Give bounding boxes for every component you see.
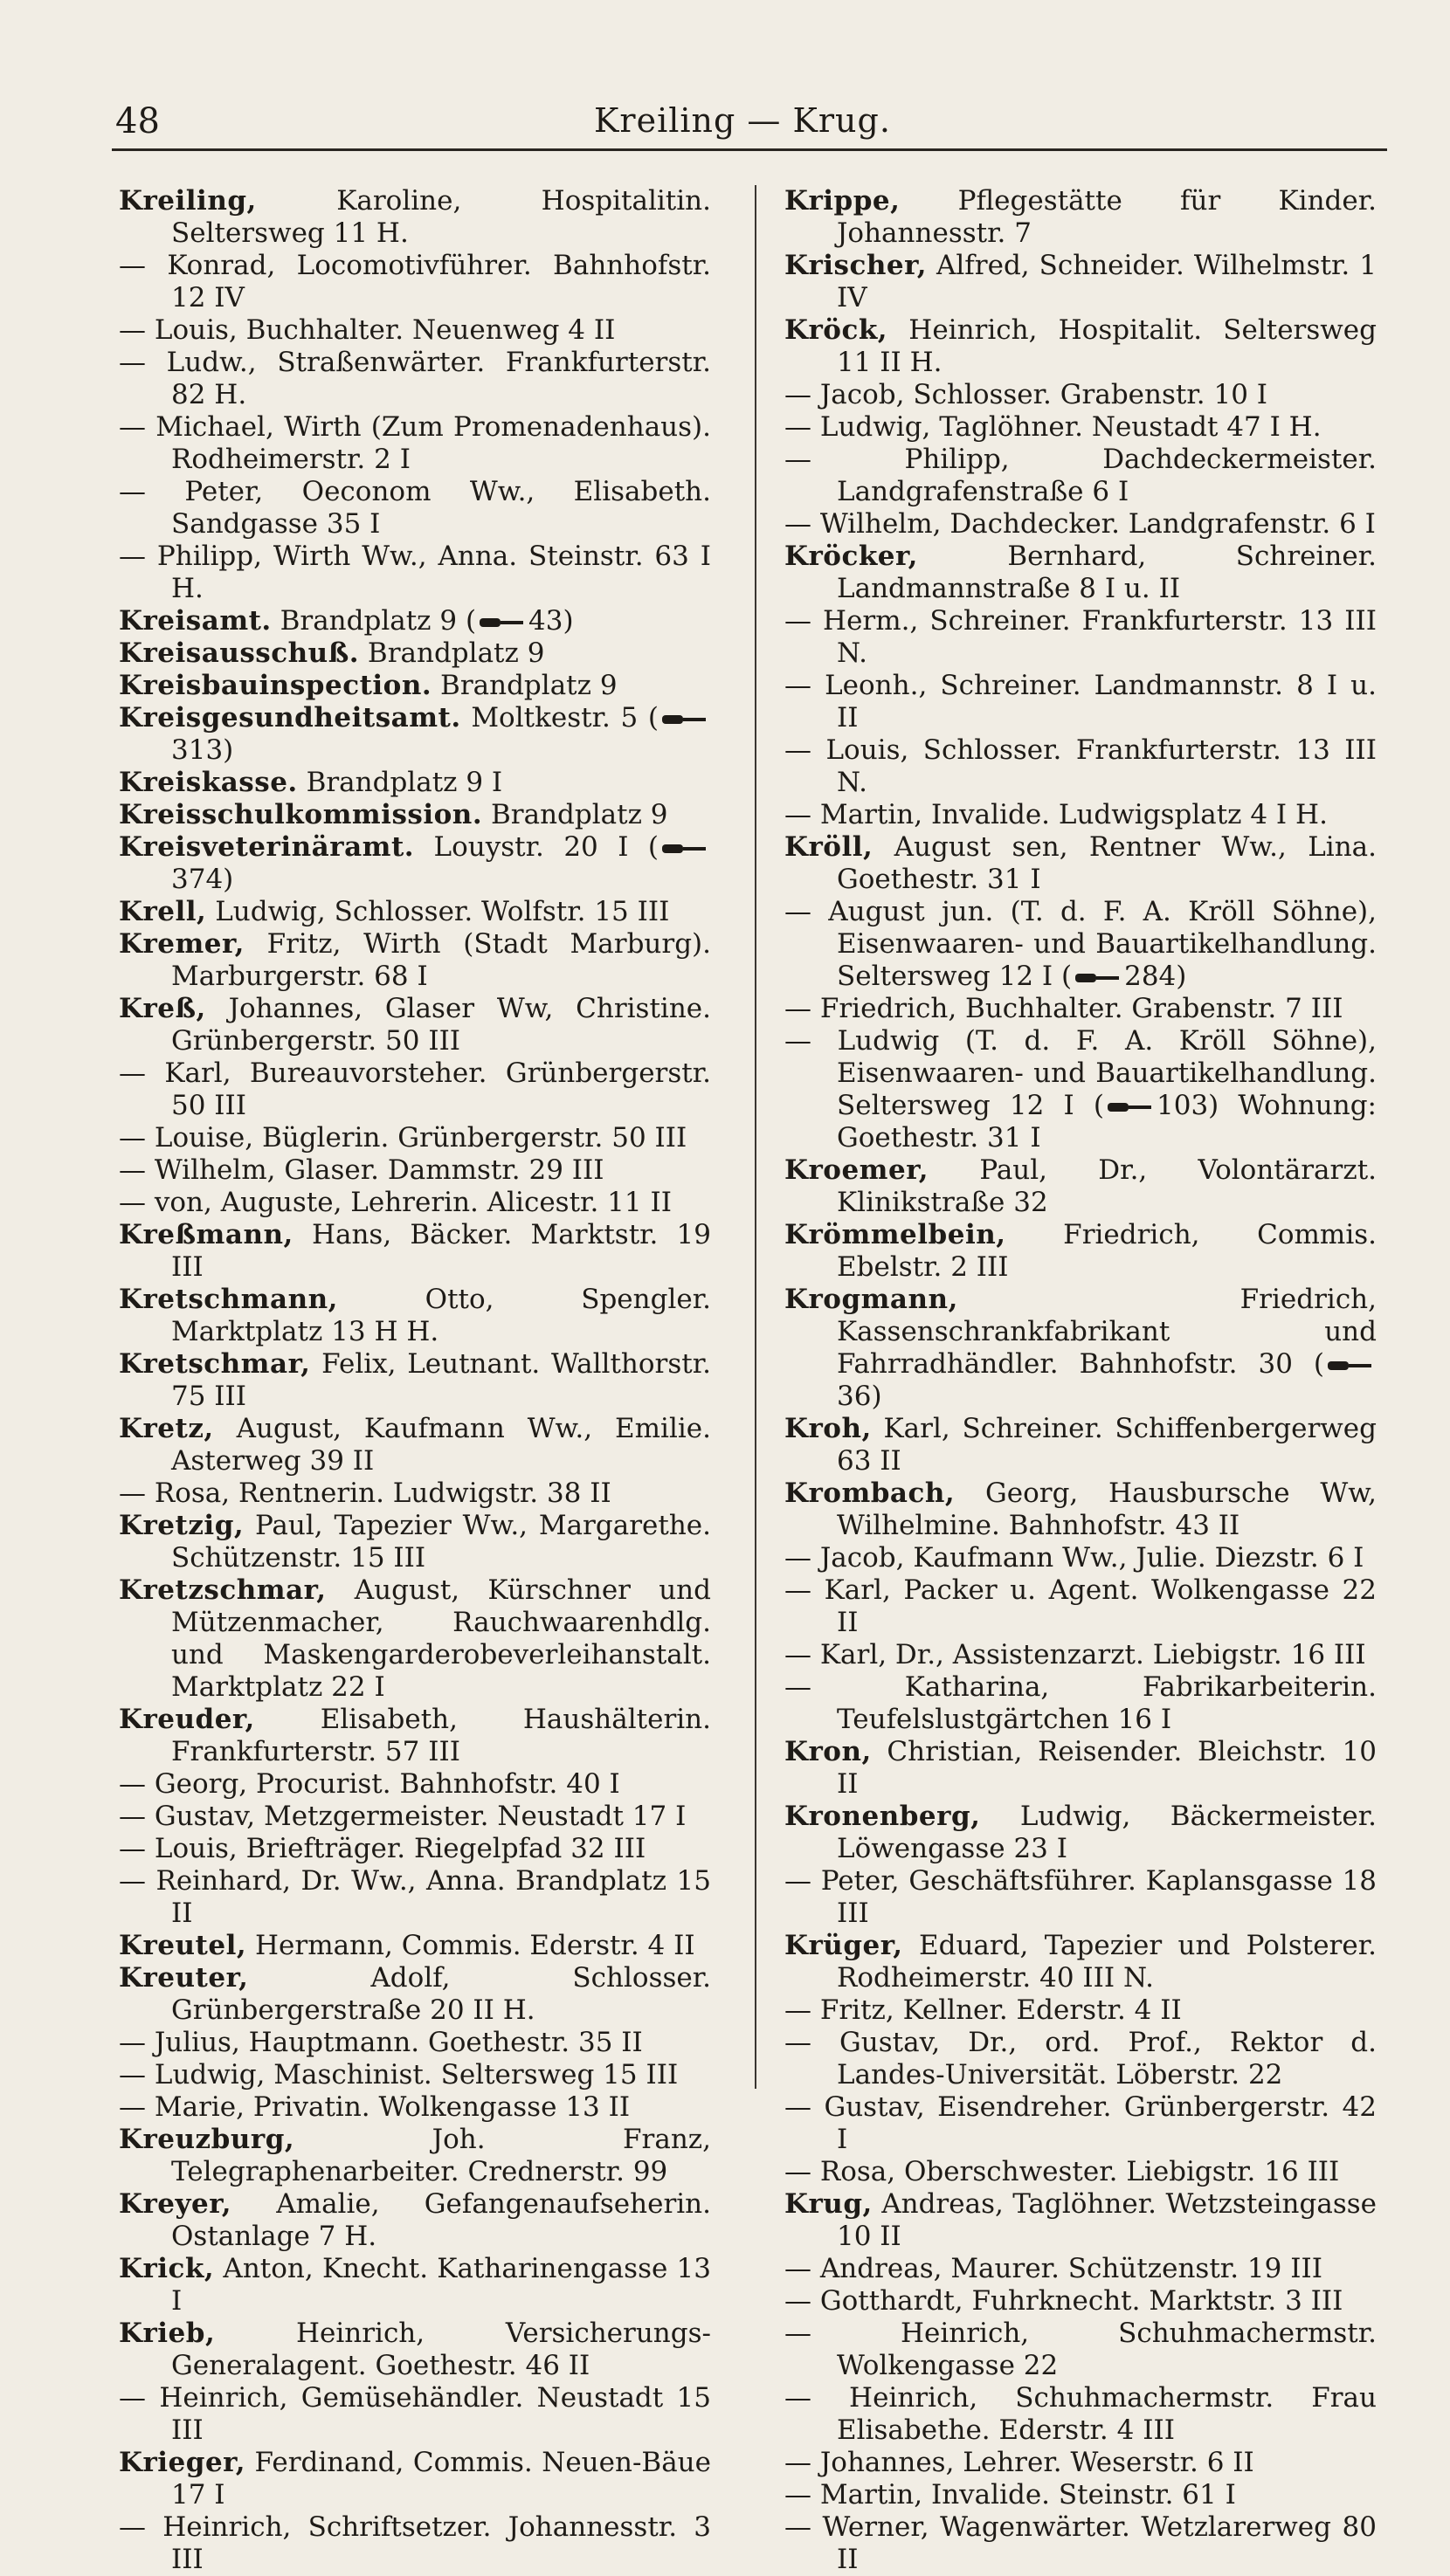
directory-entry <box>784 2188 1377 2253</box>
entry-details: — Ludwig (T. d. F. A. Kröll Söhne), Eisenwaaren- und Bauartikelhandlung. Seltersweg 12 I ( <box>784 1025 1377 1121</box>
entry-details: Elisabeth, Haushälterin. Frankfurterstr. 57 III <box>171 1704 711 1767</box>
entry-details: — Philipp, Wirth Ww., Anna. Steinstr. 63 I H. <box>119 541 711 604</box>
entry-surname: Kreutel, <box>119 1930 247 1961</box>
column-divider <box>755 185 756 2089</box>
entry-details: — Rosa, Rentnerin. Ludwigstr. 38 II <box>119 1477 611 1509</box>
telephone-number: 36) <box>837 1381 882 1412</box>
entry-details: — Louise, Büglerin. Grünbergerstr. 50 III <box>119 1122 687 1154</box>
directory-entry <box>119 347 711 411</box>
entry-details: Hermann, Commis. Ederstr. 4 II <box>246 1930 695 1961</box>
telephone-icon <box>660 842 709 856</box>
entry-details: Felix, Leutnant. Wallthorstr. 75 III <box>171 1348 711 1412</box>
directory-entry <box>119 1284 711 1348</box>
directory-entry <box>119 185 711 250</box>
entry-details: Brandplatz 9 <box>359 637 545 669</box>
entry-surname: Krieb, <box>119 2318 216 2349</box>
entry-details: Joh. Franz, Telegraphenarbeiter. Crednerstr. 99 <box>171 2124 711 2187</box>
entry-details: Ludwig, Bäckermeister. Löwengasse 23 I <box>837 1801 1377 1864</box>
directory-entry <box>784 1219 1377 1284</box>
entry-details: — Konrad, Locomotivführer. Bahnhofstr. 12 IV <box>119 250 711 313</box>
directory-entry <box>784 1542 1377 1574</box>
entry-surname: Kröck, <box>784 314 888 346</box>
entry-surname: Kreisschulkommission. <box>119 799 483 830</box>
header-rule <box>112 148 1387 151</box>
entry-details: — Heinrich, Gemüsehändler. Neustadt 15 III <box>119 2382 711 2446</box>
entry-details: — Friedrich, Buchhalter. Grabenstr. 7 III <box>784 993 1343 1024</box>
directory-entry <box>784 1671 1377 1736</box>
telephone-number: 103) Wohnung: Goethestr. 31 I <box>837 1090 1377 1154</box>
entry-details: — Michael, Wirth (Zum Promenadenhaus). Rodheimerstr. 2 I <box>119 411 711 475</box>
directory-entry <box>784 993 1377 1025</box>
directory-entry <box>784 2382 1377 2447</box>
entry-surname: Kreisgesundheitsamt. <box>119 702 461 734</box>
entry-details: Anton, Knecht. Katharinengasse 13 I <box>171 2253 711 2317</box>
telephone-number: 313) <box>171 734 234 766</box>
entry-details: Eduard, Tapezier und Polsterer. Rodheimerstr. 40 III N. <box>837 1930 1377 1994</box>
entry-details: — August jun. (T. d. F. A. Kröll Söhne), Eisenwaaren- und Bauartikelhandlung. Seltersweg 12 I ( <box>784 896 1377 992</box>
running-header: Kreiling — Krug. <box>594 101 891 140</box>
entry-surname: Krömmelbein, <box>784 1219 1006 1250</box>
directory-entry <box>119 1348 711 1413</box>
entry-surname: Kreuzburg, <box>119 2124 295 2155</box>
entry-surname: Krell, <box>119 896 207 927</box>
directory-entry <box>784 1930 1377 1994</box>
entry-surname: Kretzschmar, <box>119 1574 327 1606</box>
entry-details: — Heinrich, Schuhmachermstr. Wolkengasse 22 <box>784 2318 1377 2381</box>
entry-surname: Kroh, <box>784 1413 872 1444</box>
entry-details: — Gustav, Eisendreher. Grünbergerstr. 42 I <box>784 2091 1377 2155</box>
directory-entry <box>119 702 711 767</box>
entry-surname: Kreiling, <box>119 185 257 217</box>
directory-entry <box>119 1413 711 1477</box>
telephone-number: 43) <box>528 605 574 637</box>
directory-entry <box>119 2027 711 2059</box>
entry-details: — Martin, Invalide. Ludwigsplatz 4 I H. <box>784 799 1328 830</box>
directory-entry <box>784 2447 1377 2479</box>
directory-entry <box>119 2447 711 2511</box>
entry-details: — Jacob, Kaufmann Ww., Julie. Diezstr. 6 I <box>784 1542 1364 1574</box>
entry-details: Brandplatz 9 I <box>297 767 503 798</box>
directory-entry <box>119 411 711 476</box>
entry-surname: Krischer, <box>784 250 928 281</box>
directory-entry <box>784 734 1377 799</box>
entry-details: Moltkestr. 5 ( <box>460 702 659 734</box>
entry-details: Otto, Spengler. Marktplatz 13 H H. <box>171 1284 711 1347</box>
entry-details: — Ludwig, Taglöhner. Neustadt 47 I H. <box>784 411 1322 443</box>
entry-surname: Krogmann, <box>784 1284 958 1315</box>
directory-entry <box>119 605 711 637</box>
directory-entry <box>784 314 1377 379</box>
entry-details: — Louis, Schlosser. Frankfurterstr. 13 III N. <box>784 734 1377 798</box>
directory-entry <box>119 1704 711 1768</box>
telephone-icon <box>478 616 527 630</box>
directory-entry <box>784 1154 1377 1219</box>
directory-entry <box>119 1219 711 1284</box>
telephone-number: 374) <box>171 864 234 895</box>
directory-entry <box>784 1736 1377 1801</box>
directory-entry <box>784 896 1377 993</box>
entry-details: — Karl, Bureauvorsteher. Grünbergerstr. 50 III <box>119 1057 711 1121</box>
directory-entry <box>119 670 711 702</box>
directory-entry <box>784 185 1377 250</box>
directory-entry <box>119 928 711 993</box>
directory-entry <box>119 2091 711 2124</box>
entry-surname: Krug, <box>784 2188 873 2220</box>
entry-surname: Kreyer, <box>119 2188 232 2220</box>
directory-entry <box>119 1574 711 1704</box>
entry-surname: Krippe, <box>784 185 901 217</box>
directory-entry <box>784 1477 1377 1542</box>
entry-details: — Wilhelm, Glaser. Dammstr. 29 III <box>119 1154 604 1186</box>
directory-entry <box>784 1413 1377 1477</box>
directory-entry <box>784 508 1377 541</box>
directory-entry <box>119 637 711 670</box>
directory-entry <box>784 2156 1377 2188</box>
directory-entry <box>119 2511 711 2576</box>
directory-entry <box>784 444 1377 508</box>
entry-details: Andreas, Taglöhner. Wetzsteingasse 10 II <box>837 2188 1377 2252</box>
entry-surname: Kreuder, <box>119 1704 255 1735</box>
directory-entry <box>784 1284 1377 1413</box>
entry-details: — Georg, Procurist. Bahnhofstr. 40 I <box>119 1768 620 1800</box>
directory-entry <box>784 1025 1377 1154</box>
entry-surname: Kreuter, <box>119 1962 249 1994</box>
entry-details: Karl, Schreiner. Schiffenbergerweg 63 II <box>837 1413 1377 1477</box>
entry-surname: Kron, <box>784 1736 872 1767</box>
entry-details: — Julius, Hauptmann. Goethestr. 35 II <box>119 2027 643 2058</box>
entry-surname: Kremer, <box>119 928 245 960</box>
entry-details: — Marie, Privatin. Wolkengasse 13 II <box>119 2091 631 2123</box>
entry-details: — Peter, Geschäftsführer. Kaplansgasse 18 III <box>784 1865 1377 1929</box>
entry-details: — Werner, Wagenwärter. Wetzlarerweg 80 II <box>784 2511 1377 2575</box>
entry-details: Brandplatz 9 ( <box>271 605 477 637</box>
telephone-icon <box>1106 1100 1155 1114</box>
directory-entry <box>119 896 711 928</box>
directory-entry <box>119 2318 711 2382</box>
directory-entry <box>119 541 711 605</box>
entry-details: Friedrich, Commis. Ebelstr. 2 III <box>837 1219 1377 1283</box>
entry-surname: Kreisausschuß. <box>119 637 360 669</box>
entry-surname: Kreisveterinäramt. <box>119 831 415 863</box>
entry-details: — Louis, Briefträger. Riegelpfad 32 III <box>119 1833 646 1864</box>
directory-entry <box>119 831 711 896</box>
entry-details: Louystr. 20 I ( <box>414 831 659 863</box>
entry-surname: Kroemer, <box>784 1154 929 1186</box>
directory-entry <box>119 1768 711 1801</box>
page-number: 48 <box>115 101 160 141</box>
telephone-icon <box>1326 1359 1375 1373</box>
left-column <box>119 185 711 2575</box>
directory-entry <box>119 767 711 799</box>
directory-entry <box>119 1510 711 1574</box>
directory-entry <box>119 2382 711 2447</box>
entry-details: — Ludw., Straßenwärter. Frankfurterstr. 82 H. <box>119 347 711 410</box>
entry-surname: Krombach, <box>784 1477 956 1509</box>
directory-entry <box>784 1574 1377 1639</box>
entry-details: Christian, Reisender. Bleichstr. 10 II <box>837 1736 1377 1800</box>
entry-details: — von, Auguste, Lehrerin. Alicestr. 11 II <box>119 1187 672 1218</box>
directory-entry <box>119 250 711 314</box>
telephone-number: 284) <box>1124 961 1187 992</box>
entry-surname: Kreß, <box>119 993 206 1024</box>
directory-entry <box>119 2124 711 2188</box>
entry-details: Bernhard, Schreiner. Landmannstraße 8 I u. II <box>837 541 1377 604</box>
directory-entry <box>784 831 1377 896</box>
entry-details: — Heinrich, Schriftsetzer. Johannesstr. 3 III <box>119 2511 711 2575</box>
entry-details: — Wilhelm, Dachdecker. Landgrafenstr. 6 I <box>784 508 1376 540</box>
entry-details: Paul, Dr., Volontärarzt. Klinikstraße 32 <box>837 1154 1377 1218</box>
entry-details: — Philipp, Dachdeckermeister. Landgrafenstraße 6 I <box>784 444 1377 507</box>
directory-entry <box>784 605 1377 670</box>
entry-details: Heinrich, Versicherungs-Generalagent. Goethestr. 46 II <box>171 2318 711 2381</box>
directory-entry <box>784 379 1377 411</box>
entry-surname: Kronenberg, <box>784 1801 981 1832</box>
entry-details: Karoline, Hospitalitin. Seltersweg 11 H. <box>171 185 711 249</box>
directory-entry <box>119 1833 711 1865</box>
directory-entry <box>784 2253 1377 2285</box>
directory-entry <box>119 799 711 831</box>
directory-entry <box>119 1962 711 2027</box>
entry-details: — Katharina, Fabrikarbeiterin. Teufelslustgärtchen 16 I <box>784 1671 1377 1735</box>
entry-details: — Gotthardt, Fuhrknecht. Marktstr. 3 III <box>784 2285 1343 2317</box>
entry-surname: Krick, <box>119 2253 215 2284</box>
directory-entry <box>119 1865 711 1930</box>
entry-details: August, Kürschner und Mützenmacher, Rauchwaarenhdlg. und Maskengarderobeverleihanstalt. Marktplatz 22 I <box>171 1574 711 1703</box>
directory-entry <box>784 2027 1377 2091</box>
entry-details: Brandplatz 9 <box>432 670 618 701</box>
directory-entry <box>119 1801 711 1833</box>
entry-surname: Kreßmann, <box>119 1219 293 1250</box>
directory-entry <box>119 476 711 541</box>
directory-entry <box>784 2511 1377 2576</box>
entry-surname: Kröll, <box>784 831 873 863</box>
directory-entry <box>119 2253 711 2318</box>
entry-details: — Andreas, Maurer. Schützenstr. 19 III <box>784 2253 1322 2284</box>
entry-details: August, Kaufmann Ww., Emilie. Asterweg 39 II <box>171 1413 711 1477</box>
entry-surname: Kreisamt. <box>119 605 272 637</box>
entry-details: Fritz, Wirth (Stadt Marburg). Marburgerstr. 68 I <box>171 928 711 992</box>
directory-entry <box>119 1930 711 1962</box>
directory-entry <box>119 2188 711 2253</box>
directory-entry <box>119 1477 711 1510</box>
directory-entry <box>784 799 1377 831</box>
right-column <box>784 185 1377 2575</box>
directory-entry <box>784 541 1377 605</box>
directory-entry <box>784 411 1377 444</box>
entry-details: Ludwig, Schlosser. Wolfstr. 15 III <box>206 896 670 927</box>
directory-entry <box>119 314 711 347</box>
entry-surname: Krieger, <box>119 2447 246 2478</box>
entry-details: Ferdinand, Commis. Neuen-Bäue 17 I <box>171 2447 711 2511</box>
entry-details: — Johannes, Lehrer. Weserstr. 6 II <box>784 2447 1254 2478</box>
entry-details: — Rosa, Oberschwester. Liebigstr. 16 III <box>784 2156 1340 2187</box>
entry-details: — Leonh., Schreiner. Landmannstr. 8 I u. II <box>784 670 1377 734</box>
entry-details: Johannes, Glaser Ww, Christine. Grünbergerstr. 50 III <box>171 993 711 1057</box>
directory-entry <box>119 993 711 1057</box>
directory-entry <box>119 1154 711 1187</box>
entry-surname: Kretzig, <box>119 1510 245 1541</box>
directory-entry <box>119 2059 711 2091</box>
directory-entry <box>784 1994 1377 2027</box>
directory-entry <box>784 1639 1377 1671</box>
entry-details: — Gustav, Dr., ord. Prof., Rektor d. Landes-Universität. Löberstr. 22 <box>784 2027 1377 2090</box>
entry-details: — Jacob, Schlosser. Grabenstr. 10 I <box>784 379 1268 410</box>
directory-entry <box>784 2091 1377 2156</box>
entry-surname: Kreiskasse. <box>119 767 298 798</box>
entry-details: — Louis, Buchhalter. Neuenweg 4 II <box>119 314 616 346</box>
entry-surname: Krüger, <box>784 1930 903 1961</box>
entry-details: — Karl, Packer u. Agent. Wolkengasse 22 II <box>784 1574 1377 1638</box>
directory-entry <box>784 2285 1377 2318</box>
telephone-icon <box>660 713 709 727</box>
entry-details: Pflegestätte für Kinder. Johannesstr. 7 <box>837 185 1377 249</box>
entry-surname: Kretschmann, <box>119 1284 338 1315</box>
entry-details: — Ludwig, Maschinist. Seltersweg 15 III <box>119 2059 679 2090</box>
entry-details: Alfred, Schneider. Wilhelmstr. 1 IV <box>837 250 1377 313</box>
directory-entry <box>784 2479 1377 2511</box>
entry-details: Georg, Hausbursche Ww, Wilhelmine. Bahnhofstr. 43 II <box>837 1477 1377 1541</box>
entry-details: Amalie, Gefangenaufseherin. Ostanlage 7 H. <box>171 2188 711 2252</box>
entry-details: Heinrich, Hospitalit. Seltersweg 11 II H. <box>837 314 1377 378</box>
directory-entry <box>784 250 1377 314</box>
entry-details: Adolf, Schlosser. Grünbergerstraße 20 II H. <box>171 1962 711 2026</box>
entry-details: — Herm., Schreiner. Frankfurterstr. 13 III N. <box>784 605 1377 669</box>
entry-details: August sen, Rentner Ww., Lina. Goethestr. 31 I <box>837 831 1377 895</box>
entry-details: — Peter, Oeconom Ww., Elisabeth. Sandgasse 35 I <box>119 476 711 540</box>
entry-details: Brandplatz 9 <box>482 799 668 830</box>
entry-details: Hans, Bäcker. Marktstr. 19 III <box>171 1219 711 1283</box>
entry-details: — Heinrich, Schuhmachermstr. Frau Elisabethe. Ederstr. 4 III <box>784 2382 1377 2446</box>
directory-entry <box>784 2318 1377 2382</box>
entry-details: — Martin, Invalide. Steinstr. 61 I <box>784 2479 1236 2511</box>
entry-surname: Kretschmar, <box>119 1348 311 1380</box>
directory-entry <box>784 1801 1377 1865</box>
entry-details: — Reinhard, Dr. Ww., Anna. Brandplatz 15 II <box>119 1865 711 1929</box>
entry-details: Paul, Tapezier Ww., Margarethe. Schützenstr. 15 III <box>171 1510 711 1574</box>
entry-details: — Fritz, Kellner. Ederstr. 4 II <box>784 1994 1182 2026</box>
directory-entry <box>119 1187 711 1219</box>
telephone-icon <box>1074 971 1122 985</box>
entry-surname: Kröcker, <box>784 541 918 572</box>
directory-entry <box>784 670 1377 734</box>
entry-details: Friedrich, Kassenschrankfabrikant und Fahrradhändler. Bahnhofstr. 30 ( <box>837 1284 1377 1380</box>
directory-entry <box>784 1865 1377 1930</box>
entry-details: — Gustav, Metzgermeister. Neustadt 17 I <box>119 1801 687 1832</box>
entry-surname: Kretz, <box>119 1413 214 1444</box>
entry-surname: Kreisbauinspection. <box>119 670 432 701</box>
entry-details: — Karl, Dr., Assistenzarzt. Liebigstr. 16 III <box>784 1639 1366 1670</box>
directory-entry <box>119 1122 711 1154</box>
directory-entry <box>119 1057 711 1122</box>
